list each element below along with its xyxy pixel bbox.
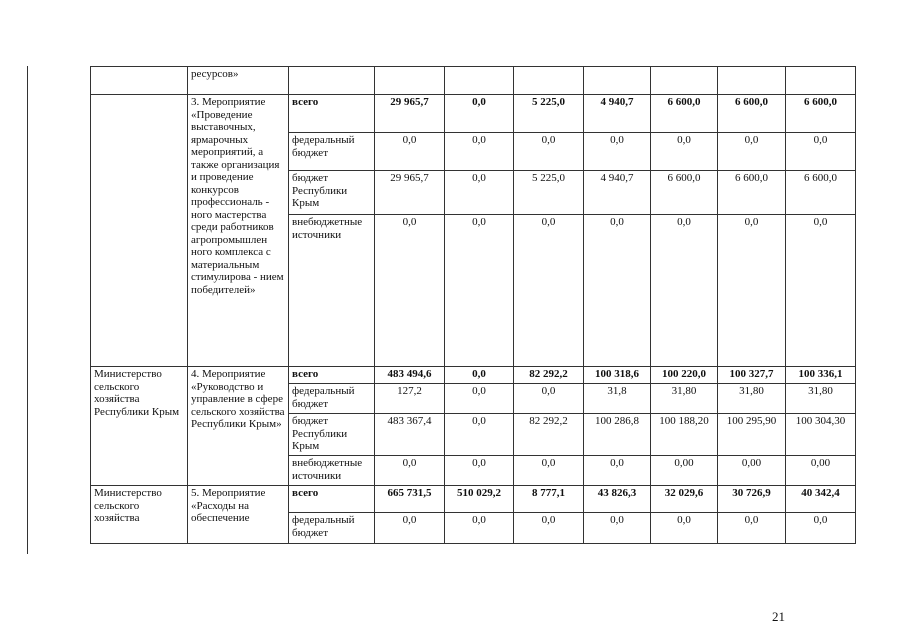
value-cell: 483 494,6	[375, 367, 445, 384]
value-cell: 30 726,9	[718, 486, 786, 513]
value-cell: 40 342,4	[786, 486, 856, 513]
table-row	[91, 95, 856, 133]
value-cell: 0,0	[445, 414, 514, 456]
value-cell: 0,0	[445, 95, 514, 133]
value-cell: 100 327,7	[718, 367, 786, 384]
value-cell	[584, 67, 651, 95]
source-cell: бюджет Республики Крым	[289, 414, 375, 456]
value-cell: 0,0	[786, 215, 856, 367]
value-cell: 0,0	[651, 513, 718, 544]
value-cell: 0,0	[786, 513, 856, 544]
value-cell: 31,80	[786, 384, 856, 414]
value-cell: 0,00	[786, 456, 856, 486]
value-cell: 0,0	[445, 215, 514, 367]
value-cell: 100 286,8	[584, 414, 651, 456]
source-cell	[289, 67, 375, 95]
value-cell: 31,80	[651, 384, 718, 414]
value-cell: 82 292,2	[514, 414, 584, 456]
value-cell: 0,0	[514, 384, 584, 414]
value-cell: 0,0	[584, 456, 651, 486]
value-cell: 0,0	[445, 367, 514, 384]
value-cell: 29 965,7	[375, 95, 445, 133]
source-cell: внебюджетные источники	[289, 456, 375, 486]
source-cell: внебюджетные источники	[289, 215, 375, 367]
value-cell: 6 600,0	[651, 95, 718, 133]
value-cell: 100 220,0	[651, 367, 718, 384]
value-cell: 31,80	[718, 384, 786, 414]
value-cell: 31,8	[584, 384, 651, 414]
table-row	[91, 486, 856, 513]
value-cell	[375, 67, 445, 95]
measure-title: 3. Мероприятие «Проведение выставочных, ярмарочных мероприятий, а также организация и проведение конкурсов профессиональ - ного мастерства среди работников агропромышлен ного комплекса с материальным стимулирова - нием победителей»	[188, 95, 289, 367]
value-cell: 29 965,7	[375, 171, 445, 215]
left-margin-line	[27, 66, 28, 554]
value-cell: 0,0	[445, 384, 514, 414]
measure-title: 4. Мероприятие «Руководство и управление в сфере сельского хозяйства Республики Крым»	[188, 367, 289, 486]
source-cell: всего	[289, 486, 375, 513]
value-cell: 0,0	[584, 215, 651, 367]
value-cell: 4 940,7	[584, 95, 651, 133]
executor-cell	[91, 67, 188, 95]
value-cell: 0,0	[718, 215, 786, 367]
value-cell	[445, 67, 514, 95]
value-cell	[514, 67, 584, 95]
source-cell: федеральный бюджет	[289, 133, 375, 171]
executor-cell: Министерство сельского хозяйства	[91, 486, 188, 544]
value-cell: 0,0	[375, 513, 445, 544]
value-cell: 0,0	[375, 456, 445, 486]
value-cell: 43 826,3	[584, 486, 651, 513]
value-cell: 0,0	[375, 133, 445, 171]
value-cell: 0,0	[514, 456, 584, 486]
source-cell: всего	[289, 367, 375, 384]
source-cell: всего	[289, 95, 375, 133]
value-cell: 0,00	[651, 456, 718, 486]
page-number: 21	[772, 609, 785, 624]
table-row	[91, 67, 856, 95]
executor-cell: Министерство сельского хозяйства Республики Крым	[91, 367, 188, 486]
value-cell: 0,0	[445, 133, 514, 171]
source-cell: федеральный бюджет	[289, 513, 375, 544]
value-cell: 5 225,0	[514, 171, 584, 215]
value-cell: 0,0	[651, 133, 718, 171]
value-cell: 8 777,1	[514, 486, 584, 513]
value-cell: 0,0	[718, 513, 786, 544]
value-cell: 0,0	[584, 133, 651, 171]
value-cell: 0,0	[445, 171, 514, 215]
measure-title: 5. Мероприятие «Расходы на обеспечение	[188, 486, 289, 544]
value-cell: 100 318,6	[584, 367, 651, 384]
value-cell: 5 225,0	[514, 95, 584, 133]
value-cell	[718, 67, 786, 95]
value-cell: 0,0	[514, 513, 584, 544]
table-row	[91, 367, 856, 384]
value-cell: 127,2	[375, 384, 445, 414]
value-cell: 0,00	[718, 456, 786, 486]
source-cell: федеральный бюджет	[289, 384, 375, 414]
value-cell: 0,0	[375, 215, 445, 367]
value-cell: 0,0	[786, 133, 856, 171]
value-cell: 4 940,7	[584, 171, 651, 215]
funding-table	[90, 66, 856, 544]
value-cell: 510 029,2	[445, 486, 514, 513]
value-cell: 100 304,30	[786, 414, 856, 456]
value-cell: 32 029,6	[651, 486, 718, 513]
value-cell: 6 600,0	[786, 95, 856, 133]
value-cell: 0,0	[445, 456, 514, 486]
value-cell: 0,0	[718, 133, 786, 171]
source-cell: бюджет Республики Крым	[289, 171, 375, 215]
value-cell: 6 600,0	[718, 95, 786, 133]
value-cell: 483 367,4	[375, 414, 445, 456]
value-cell: 0,0	[584, 513, 651, 544]
value-cell: 0,0	[445, 513, 514, 544]
measure-cell: ресурсов»	[188, 67, 289, 95]
value-cell: 6 600,0	[651, 171, 718, 215]
value-cell: 665 731,5	[375, 486, 445, 513]
value-cell: 0,0	[514, 133, 584, 171]
value-cell	[651, 67, 718, 95]
value-cell: 6 600,0	[786, 171, 856, 215]
value-cell: 0,0	[651, 215, 718, 367]
executor-cell	[91, 95, 188, 367]
value-cell: 100 336,1	[786, 367, 856, 384]
value-cell: 100 295,90	[718, 414, 786, 456]
value-cell: 6 600,0	[718, 171, 786, 215]
value-cell: 100 188,20	[651, 414, 718, 456]
value-cell: 82 292,2	[514, 367, 584, 384]
value-cell	[786, 67, 856, 95]
value-cell: 0,0	[514, 215, 584, 367]
